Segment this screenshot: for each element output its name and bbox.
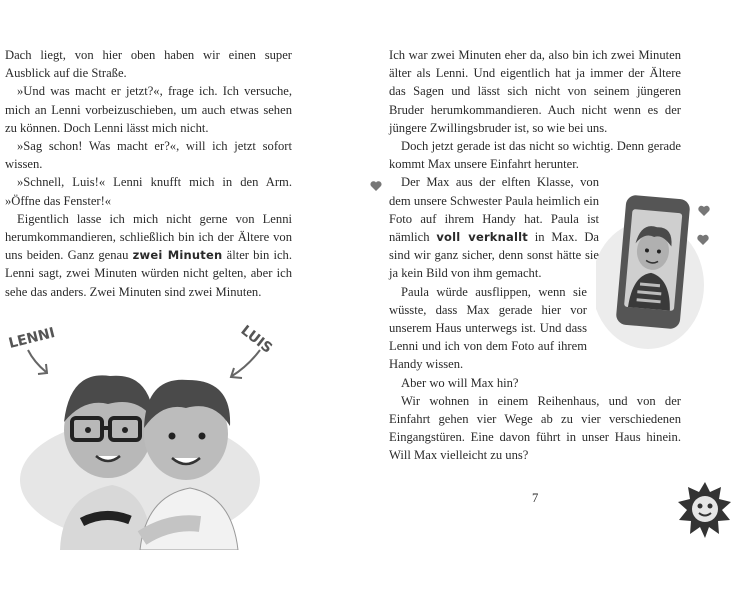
arrow-icon bbox=[231, 350, 260, 378]
left-page bbox=[0, 0, 370, 592]
mascot-icon bbox=[675, 478, 735, 540]
paragraph: Doch jetzt gerade ist das nicht so wichtig. Denn gerade kommt Max unsere Einfahrt herunter. bbox=[389, 139, 681, 172]
paragraph: Wir wohnen in einem Reihenhaus, und von der Einfahrt gehen vier Wege ab zu vier verschiedenen Eingangstüren. Eine davon führt in unser Haus hinein. Will Max vielleicht zu uns? bbox=[389, 393, 681, 463]
paragraph: Eigentlich lasse ich mich nicht gerne von Lenni herumkommandieren, schließlich bin ich der Ältere von uns beiden. Ganz genau zwei Minuten älter bin ich. Lenni sagt, zwei Minuten würden nicht gelten, aber ich sehe das anders. Zwei Minuten sind zwei Minuten. bbox=[5, 211, 292, 299]
paragraph: »Und was macht er jetzt?«, frage ich. Ich versuche, mich an Lenni vorbeizuschieben, um auch etwas sehen zu können. Doch Lenni lässt mich nicht. bbox=[5, 84, 292, 135]
page-number: 7 bbox=[532, 491, 539, 505]
paragraph: »Schnell, Luis!« Lenni knufft mich in den Arm. »Öffne das Fenster!« bbox=[5, 175, 292, 208]
twins-illustration bbox=[0, 310, 370, 550]
emphasis-text: zwei Minuten bbox=[132, 248, 223, 263]
label-luis: LUIS bbox=[237, 322, 276, 357]
heart-icon bbox=[698, 206, 709, 216]
paragraph: Aber wo will Max hin? bbox=[401, 375, 519, 390]
right-page bbox=[371, 0, 741, 592]
phone-illustration bbox=[596, 185, 726, 355]
label-lenni: LENNI bbox=[7, 324, 57, 352]
paragraph: Ich war zwei Minuten eher da, also bin ich zwei Minuten älter als Lenni. Und eigentlich hat ja immer der Ältere das Sagen und lässt sich nicht von seinem jüngeren Bruder herumkommandieren. Auch nicht wenn es der jüngere Zwillingsbruder ist, so wie bei uns. bbox=[389, 48, 681, 135]
heart-icon bbox=[370, 180, 382, 192]
left-page-text bbox=[5, 46, 292, 301]
paragraph: Dach liegt, von hier oben haben wir einen super Ausblick auf die Straße. bbox=[5, 48, 292, 81]
paragraph: Der Max aus der elften Klasse, von dem unsere Schwester Paula heimlich ein Foto auf ihrem Handy hat. Paula ist nämlich voll verknallt in Max. Da sind wir ganz sicher, denn sonst hätte sie ja kein Bild von ihm gemacht. bbox=[389, 175, 600, 281]
emphasis-text: voll verknallt bbox=[436, 230, 528, 245]
heart-icon bbox=[697, 235, 708, 245]
paragraph: Paula würde ausflippen, wenn sie wüsste, dass Max gerade hier vor unserem Haus unterwegs ist. Und dass Lenni und ich von dem Foto auf ihrem Handy wissen. bbox=[389, 284, 587, 372]
arrow-icon bbox=[28, 350, 47, 374]
paragraph: »Sag schon! Was macht er?«, will ich jetzt sofort wissen. bbox=[5, 139, 292, 172]
